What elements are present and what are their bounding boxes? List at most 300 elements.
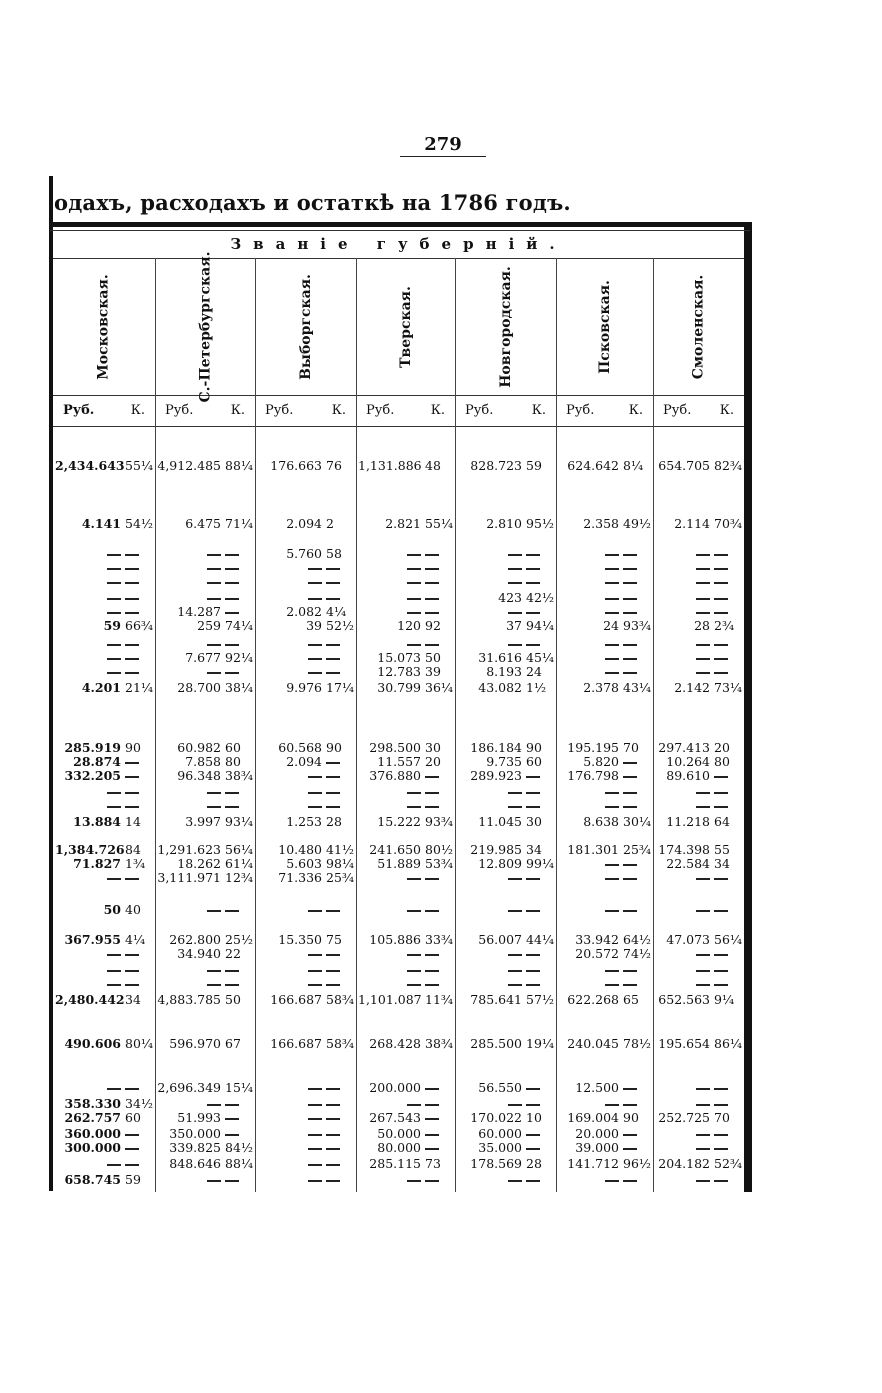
kopecks-cell: 58¾ bbox=[326, 1036, 355, 1051]
rubles-cell bbox=[55, 560, 121, 575]
kopecks-cell: 84 bbox=[125, 842, 141, 857]
column-header bbox=[653, 258, 744, 395]
dash bbox=[696, 910, 710, 912]
kopecks-cell bbox=[326, 946, 354, 961]
rubles-cell bbox=[257, 1172, 322, 1187]
dash bbox=[526, 568, 540, 570]
column-divider bbox=[255, 258, 256, 1192]
dash bbox=[623, 762, 637, 764]
rubles-cell bbox=[157, 664, 221, 679]
rubles-cell bbox=[55, 946, 121, 961]
kopecks-cell: 80¼ bbox=[125, 1036, 154, 1051]
dash bbox=[526, 776, 540, 778]
dash bbox=[107, 1088, 121, 1090]
dash bbox=[326, 806, 340, 808]
kopecks-cell bbox=[225, 902, 253, 917]
kopecks-cell bbox=[125, 560, 153, 575]
rubles-cell: 51.889 bbox=[377, 856, 421, 871]
dash bbox=[407, 984, 421, 986]
kopecks-cell bbox=[714, 1126, 742, 1141]
dash bbox=[526, 1088, 540, 1090]
rubles-cell: 360.000 bbox=[64, 1126, 121, 1141]
dash bbox=[407, 644, 421, 646]
dash bbox=[623, 554, 637, 556]
rubles-cell: 262.757 bbox=[64, 1110, 121, 1125]
kopecks-cell bbox=[526, 546, 554, 561]
dash bbox=[605, 554, 619, 556]
column-header-label: Новгородская. bbox=[497, 265, 514, 388]
rubles-cell bbox=[257, 664, 322, 679]
rubles-cell: 622.268 bbox=[567, 992, 619, 1007]
dash bbox=[326, 1180, 340, 1182]
column-header-label: С.-Петербургская. bbox=[197, 251, 214, 402]
kopecks-cell: 58 bbox=[326, 546, 342, 561]
dash bbox=[508, 582, 522, 584]
kopecks-cell bbox=[326, 1110, 354, 1125]
rubles-cell bbox=[257, 590, 322, 605]
kopecks-cell bbox=[225, 574, 253, 589]
kopecks-label: К. bbox=[430, 403, 445, 418]
rubles-cell: 241.650 bbox=[369, 842, 421, 857]
rubles-cell: 13.884 bbox=[73, 814, 121, 829]
dash bbox=[308, 776, 322, 778]
dash bbox=[696, 568, 710, 570]
rubles-cell bbox=[157, 636, 221, 651]
dash bbox=[696, 1088, 710, 1090]
kopecks-cell: 38¾ bbox=[225, 768, 254, 783]
dash bbox=[225, 672, 239, 674]
rubles-cell bbox=[257, 798, 322, 813]
kopecks-cell bbox=[714, 1080, 742, 1095]
rubles-label: Руб. bbox=[663, 403, 692, 418]
kopecks-cell: 88¼ bbox=[225, 1156, 254, 1171]
rubles-cell: 367.955 bbox=[64, 932, 121, 947]
kopecks-cell: 15¼ bbox=[225, 1080, 254, 1095]
kopecks-cell bbox=[425, 636, 453, 651]
kopecks-cell bbox=[714, 962, 742, 977]
rubles-cell bbox=[55, 870, 121, 885]
page-number: 279 bbox=[424, 134, 462, 155]
right-border bbox=[744, 222, 752, 1192]
dash bbox=[225, 1134, 239, 1136]
rubles-cell bbox=[358, 784, 421, 799]
kopecks-cell bbox=[425, 870, 453, 885]
rubles-cell: 71.827 bbox=[73, 856, 121, 871]
dash bbox=[605, 806, 619, 808]
dash bbox=[605, 970, 619, 972]
kopecks-cell: 52¾ bbox=[714, 1156, 743, 1171]
kopecks-cell bbox=[623, 768, 651, 783]
rubles-cell: 4,883.785 bbox=[157, 992, 221, 1007]
dash bbox=[125, 776, 139, 778]
rubles-cell bbox=[558, 962, 619, 977]
dash bbox=[508, 878, 522, 880]
dash bbox=[696, 554, 710, 556]
dash bbox=[508, 568, 522, 570]
kopecks-cell: 84½ bbox=[225, 1140, 254, 1155]
dash bbox=[526, 554, 540, 556]
kopecks-cell bbox=[225, 798, 253, 813]
rubles-cell bbox=[157, 546, 221, 561]
kopecks-cell bbox=[326, 768, 354, 783]
kopecks-cell: 90 bbox=[526, 740, 542, 755]
kopecks-cell: 49½ bbox=[623, 516, 652, 531]
dash bbox=[308, 970, 322, 972]
rubles-cell bbox=[157, 1096, 221, 1111]
rubles-cell bbox=[457, 604, 522, 619]
column-header-label: Выборгская. bbox=[297, 273, 314, 380]
rubles-cell bbox=[55, 962, 121, 977]
rubles-cell bbox=[558, 856, 619, 871]
dash bbox=[425, 1148, 439, 1150]
rubles-cell: 240.045 bbox=[567, 1036, 619, 1051]
kopecks-cell: 2¾ bbox=[714, 618, 735, 633]
kopecks-cell bbox=[714, 1140, 742, 1155]
dash bbox=[714, 954, 728, 956]
dash bbox=[623, 1104, 637, 1106]
kopecks-cell bbox=[225, 546, 253, 561]
kopecks-cell: 17¼ bbox=[326, 680, 355, 695]
dash bbox=[526, 878, 540, 880]
dash bbox=[125, 644, 139, 646]
dash bbox=[623, 612, 637, 614]
kopecks-cell: 61¼ bbox=[225, 856, 254, 871]
dash bbox=[508, 554, 522, 556]
kopecks-cell: 40 bbox=[125, 902, 141, 917]
rubles-cell bbox=[558, 976, 619, 991]
dash bbox=[308, 598, 322, 600]
kopecks-cell bbox=[225, 962, 253, 977]
kopecks-cell bbox=[425, 798, 453, 813]
rubles-cell: 2.378 bbox=[583, 680, 619, 695]
kopecks-cell: 28 bbox=[326, 814, 342, 829]
kopecks-cell bbox=[714, 768, 742, 783]
dash bbox=[308, 806, 322, 808]
dash bbox=[125, 970, 139, 972]
dash bbox=[696, 644, 710, 646]
rubles-cell: 56.007 bbox=[478, 932, 522, 947]
table-top-rule bbox=[50, 222, 752, 227]
dash bbox=[125, 612, 139, 614]
kopecks-cell bbox=[714, 946, 742, 961]
rubles-cell: 267.543 bbox=[369, 1110, 421, 1125]
rubles-cell: 50.000 bbox=[377, 1126, 421, 1141]
dash bbox=[407, 582, 421, 584]
rubles-cell: 2.094 bbox=[286, 754, 322, 769]
kopecks-cell: 80 bbox=[714, 754, 730, 769]
kopecks-cell: 53¾ bbox=[425, 856, 454, 871]
dash bbox=[125, 1088, 139, 1090]
kopecks-cell: 55¼ bbox=[125, 458, 154, 473]
rubles-cell bbox=[558, 636, 619, 651]
dash bbox=[225, 1104, 239, 1106]
rubles-cell: 490.606 bbox=[64, 1036, 121, 1051]
rubles-cell: 2.114 bbox=[674, 516, 710, 531]
dash bbox=[605, 658, 619, 660]
rubles-cell bbox=[358, 604, 421, 619]
dash bbox=[714, 1088, 728, 1090]
kopecks-cell: 82¾ bbox=[714, 458, 743, 473]
column-header bbox=[53, 258, 155, 395]
rubles-cell bbox=[655, 574, 710, 589]
kopecks-cell bbox=[714, 870, 742, 885]
rubles-cell bbox=[558, 650, 619, 665]
dash bbox=[425, 910, 439, 912]
rubles-cell: 120 bbox=[397, 618, 421, 633]
dash bbox=[308, 1134, 322, 1136]
kopecks-cell: 73 bbox=[425, 1156, 441, 1171]
dash bbox=[526, 806, 540, 808]
dash bbox=[107, 598, 121, 600]
dash bbox=[425, 1088, 439, 1090]
dash bbox=[326, 1148, 340, 1150]
dash bbox=[425, 1118, 439, 1120]
kopecks-cell: 93¼ bbox=[225, 814, 254, 829]
dash bbox=[714, 984, 728, 986]
dash bbox=[605, 644, 619, 646]
kopecks-cell: 1¾ bbox=[125, 856, 146, 871]
kopecks-cell: 74¼ bbox=[225, 618, 254, 633]
rubles-cell bbox=[457, 1096, 522, 1111]
dash bbox=[225, 612, 239, 614]
dash bbox=[225, 568, 239, 570]
kopecks-cell: 94¼ bbox=[526, 618, 555, 633]
dash bbox=[125, 672, 139, 674]
dash bbox=[623, 984, 637, 986]
kopecks-cell: 59 bbox=[125, 1172, 141, 1187]
dash bbox=[508, 806, 522, 808]
kopecks-cell: 25½ bbox=[225, 932, 254, 947]
kopecks-cell bbox=[326, 1140, 354, 1155]
kopecks-cell bbox=[623, 902, 651, 917]
dash bbox=[508, 1180, 522, 1182]
kopecks-cell: 60 bbox=[526, 754, 542, 769]
dash bbox=[107, 792, 121, 794]
dash bbox=[605, 1104, 619, 1106]
kopecks-cell bbox=[425, 1126, 453, 1141]
kopecks-cell: 59 bbox=[526, 458, 542, 473]
rubles-cell: 11.045 bbox=[478, 814, 522, 829]
dash bbox=[714, 792, 728, 794]
rubles-cell bbox=[358, 976, 421, 991]
dash bbox=[425, 954, 439, 956]
dash bbox=[623, 658, 637, 660]
dash bbox=[605, 864, 619, 866]
kopecks-cell bbox=[125, 754, 153, 769]
kopecks-cell bbox=[623, 1096, 651, 1111]
rubles-cell: 18.262 bbox=[177, 856, 221, 871]
kopecks-cell: 56¼ bbox=[714, 932, 743, 947]
dash bbox=[714, 1104, 728, 1106]
dash bbox=[508, 792, 522, 794]
rubles-cell bbox=[257, 1126, 322, 1141]
rubles-cell: 204.182 bbox=[658, 1156, 710, 1171]
dash bbox=[125, 1134, 139, 1136]
rubles-cell bbox=[655, 902, 710, 917]
dash bbox=[107, 658, 121, 660]
kopecks-cell: 12¾ bbox=[225, 870, 254, 885]
kopecks-cell: 70¾ bbox=[714, 516, 743, 531]
rubles-cell: 195.195 bbox=[567, 740, 619, 755]
rubles-cell bbox=[558, 604, 619, 619]
kopecks-cell bbox=[623, 962, 651, 977]
kopecks-cell: 39 bbox=[425, 664, 441, 679]
kopecks-label: К. bbox=[331, 403, 346, 418]
dash bbox=[623, 598, 637, 600]
rubles-cell bbox=[55, 546, 121, 561]
rubles-cell: 47.073 bbox=[666, 932, 710, 947]
dash bbox=[696, 878, 710, 880]
rubles-cell: 89.610 bbox=[666, 768, 710, 783]
dash bbox=[125, 762, 139, 764]
kopecks-cell bbox=[125, 590, 153, 605]
dash bbox=[526, 644, 540, 646]
kopecks-cell bbox=[225, 1172, 253, 1187]
kopecks-cell bbox=[714, 798, 742, 813]
dash bbox=[308, 910, 322, 912]
kopecks-cell bbox=[425, 604, 453, 619]
rubles-cell bbox=[558, 1172, 619, 1187]
kopecks-cell: 60 bbox=[125, 1110, 141, 1125]
kopecks-cell: 20 bbox=[714, 740, 730, 755]
rubles-cell bbox=[655, 1096, 710, 1111]
kopecks-cell: 57½ bbox=[526, 992, 555, 1007]
rubles-cell: 178.569 bbox=[470, 1156, 522, 1171]
rubles-cell: 1,101.087 bbox=[358, 992, 422, 1007]
dash bbox=[326, 762, 340, 764]
dash bbox=[425, 1180, 439, 1182]
rubles-cell: 285.500 bbox=[470, 1036, 522, 1051]
kopecks-cell: 65 bbox=[623, 992, 639, 1007]
rubles-cell: 262.800 bbox=[169, 932, 221, 947]
rubles-cell: 10.480 bbox=[278, 842, 322, 857]
dash bbox=[623, 1180, 637, 1182]
kopecks-cell: 76 bbox=[326, 458, 342, 473]
kopecks-cell bbox=[125, 768, 153, 783]
rubles-cell: 8.193 bbox=[486, 664, 522, 679]
rubles-cell bbox=[157, 560, 221, 575]
dash bbox=[623, 864, 637, 866]
rubles-cell: 376.880 bbox=[369, 768, 421, 783]
kopecks-cell bbox=[623, 870, 651, 885]
kopecks-cell bbox=[125, 650, 153, 665]
rubles-cell bbox=[457, 784, 522, 799]
rubles-cell: 285.115 bbox=[369, 1156, 421, 1171]
rubles-cell: 298.500 bbox=[369, 740, 421, 755]
dash bbox=[225, 984, 239, 986]
rubles-cell: 15.222 bbox=[377, 814, 421, 829]
dash bbox=[107, 954, 121, 956]
kopecks-cell: 34 bbox=[526, 842, 542, 857]
dash bbox=[326, 1118, 340, 1120]
kopecks-cell bbox=[526, 1172, 554, 1187]
kopecks-cell: 86¼ bbox=[714, 1036, 743, 1051]
rubles-cell: 8.638 bbox=[583, 814, 619, 829]
dash bbox=[714, 554, 728, 556]
rubles-cell bbox=[257, 1156, 322, 1171]
dash bbox=[623, 672, 637, 674]
dash bbox=[508, 954, 522, 956]
rubles-cell bbox=[257, 1140, 322, 1155]
dash bbox=[425, 598, 439, 600]
dash bbox=[508, 1104, 522, 1106]
rubles-cell: 1,291.623 bbox=[157, 842, 221, 857]
provinces-table bbox=[53, 230, 744, 1192]
kopecks-cell: 92¼ bbox=[225, 650, 254, 665]
kopecks-cell bbox=[526, 870, 554, 885]
kopecks-cell bbox=[526, 962, 554, 977]
kopecks-cell bbox=[425, 1110, 453, 1125]
rubles-cell bbox=[558, 902, 619, 917]
kopecks-cell bbox=[326, 574, 354, 589]
rubles-cell: 7.858 bbox=[185, 754, 221, 769]
dash bbox=[605, 984, 619, 986]
rubles-cell bbox=[358, 946, 421, 961]
rubles-label: Руб. bbox=[566, 403, 595, 418]
rubles-cell: 12.500 bbox=[575, 1080, 619, 1095]
rubles-cell: 658.745 bbox=[64, 1172, 121, 1187]
rubles-cell: 596.970 bbox=[169, 1036, 221, 1051]
kopecks-cell bbox=[326, 650, 354, 665]
dash bbox=[696, 582, 710, 584]
rubles-cell bbox=[257, 1080, 322, 1095]
kopecks-cell bbox=[125, 784, 153, 799]
column-header bbox=[155, 251, 255, 402]
rubles-cell bbox=[655, 1140, 710, 1155]
kopecks-cell: 92 bbox=[425, 618, 441, 633]
dash bbox=[326, 1134, 340, 1136]
page-number-rule bbox=[400, 156, 486, 157]
dash bbox=[425, 568, 439, 570]
kopecks-cell bbox=[623, 1080, 651, 1095]
rubles-cell bbox=[558, 560, 619, 575]
kopecks-cell bbox=[425, 962, 453, 977]
rubles-cell: 186.184 bbox=[470, 740, 522, 755]
dash bbox=[526, 1148, 540, 1150]
kopecks-cell: 75 bbox=[326, 932, 342, 947]
dash bbox=[623, 970, 637, 972]
dash bbox=[207, 554, 221, 556]
dash bbox=[696, 598, 710, 600]
rubles-cell bbox=[55, 1080, 121, 1095]
kopecks-cell: 50 bbox=[225, 992, 241, 1007]
rubles-cell bbox=[655, 946, 710, 961]
dash bbox=[605, 612, 619, 614]
kopecks-cell: 73¼ bbox=[714, 680, 743, 695]
rubles-cell: 2,480.442 bbox=[55, 992, 125, 1007]
kopecks-cell bbox=[326, 636, 354, 651]
kopecks-cell bbox=[623, 1126, 651, 1141]
table-title: Званіе губерній. bbox=[230, 235, 567, 253]
dash bbox=[107, 568, 121, 570]
rubles-cell: 105.886 bbox=[369, 932, 421, 947]
dash bbox=[714, 612, 728, 614]
dash bbox=[714, 776, 728, 778]
rubles-cell: 33.942 bbox=[575, 932, 619, 947]
rubles-cell: 1,384.726 bbox=[55, 842, 125, 857]
rubles-cell: 51.993 bbox=[177, 1110, 221, 1125]
kopecks-cell bbox=[526, 1126, 554, 1141]
rubles-cell bbox=[55, 664, 121, 679]
kopecks-cell: 9¼ bbox=[714, 992, 735, 1007]
dash bbox=[207, 970, 221, 972]
dash bbox=[308, 658, 322, 660]
rubles-cell: 350.000 bbox=[169, 1126, 221, 1141]
rubles-cell bbox=[257, 1110, 322, 1125]
kopecks-cell: 67 bbox=[225, 1036, 241, 1051]
rubles-cell bbox=[655, 590, 710, 605]
rubles-cell: 181.301 bbox=[567, 842, 619, 857]
